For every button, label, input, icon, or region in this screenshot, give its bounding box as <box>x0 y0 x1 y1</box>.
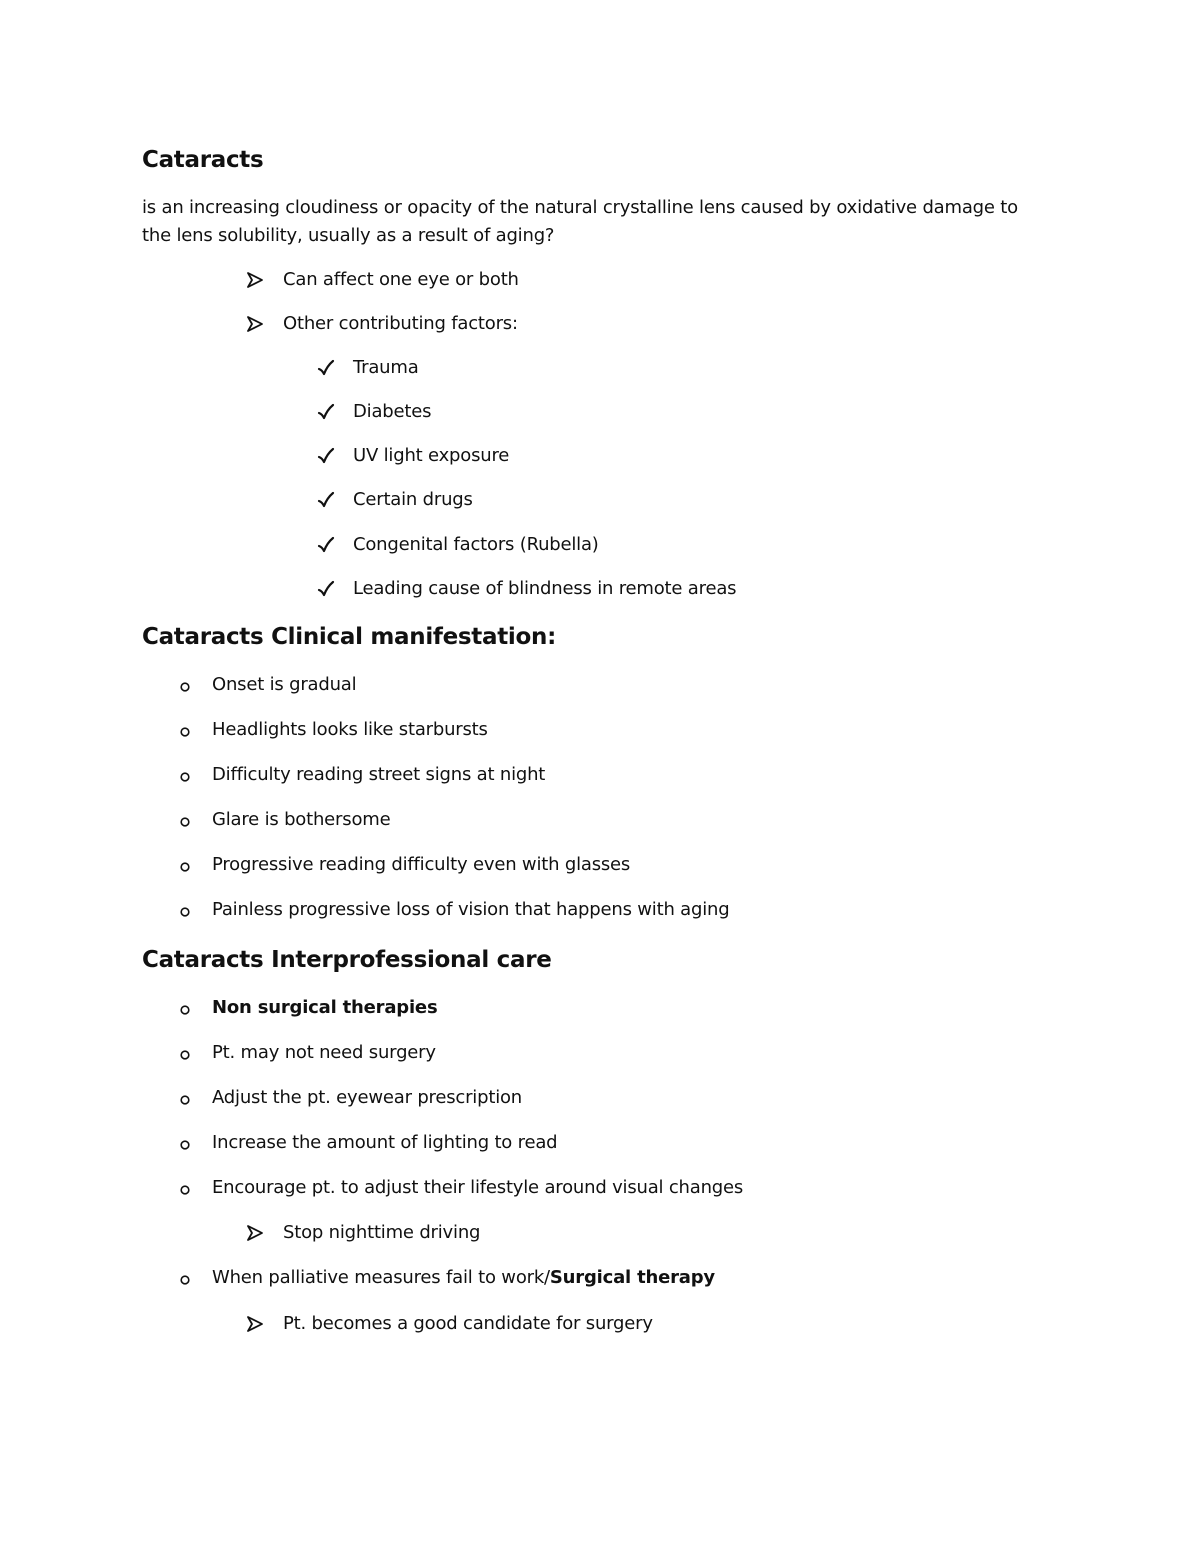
list-item-text: Increase the amount of lighting to read <box>212 1132 558 1153</box>
list-item-text: Congenital factors (Rubella) <box>353 534 599 555</box>
arrowhead-bullet-icon <box>246 315 264 333</box>
list-item <box>246 268 519 292</box>
checkmark-bullet-icon <box>317 447 335 465</box>
hollow-circle-bullet-icon <box>179 676 197 694</box>
list-item <box>179 673 356 697</box>
list-item-text: Headlights looks like starbursts <box>212 719 488 740</box>
list-item-text: Trauma <box>353 357 419 378</box>
list-item-text: Other contributing factors: <box>283 313 518 334</box>
checkmark-bullet-icon <box>317 491 335 509</box>
hollow-circle-bullet-icon <box>179 1179 197 1197</box>
list-item-text: Diabetes <box>353 401 432 422</box>
checkmark-bullet-icon <box>317 403 335 421</box>
list-item <box>317 577 736 601</box>
list-item-text: Can affect one eye or both <box>283 269 519 290</box>
list-item-text: Painless progressive loss of vision that happens with aging <box>212 899 730 920</box>
hollow-circle-bullet-icon <box>179 1044 197 1062</box>
arrowhead-bullet-icon <box>246 271 264 289</box>
list-item <box>246 312 518 336</box>
list-item <box>179 1131 557 1155</box>
list-item <box>179 1041 436 1065</box>
list-item <box>246 1312 653 1336</box>
list-item-text: Adjust the pt. eyewear prescription <box>212 1087 523 1108</box>
list-item <box>317 488 473 512</box>
hollow-circle-bullet-icon <box>179 999 197 1017</box>
list-item <box>179 996 437 1020</box>
list-item-text: Onset is gradual <box>212 674 357 695</box>
list-item-text: Non surgical therapies <box>212 997 438 1018</box>
list-item <box>179 763 545 787</box>
list-item <box>179 1086 522 1110</box>
list-item <box>317 444 509 468</box>
heading-clinical-manifestation: Cataracts Clinical manifestation: <box>142 624 556 650</box>
definition-paragraph: is an increasing cloudiness or opacity of the natural crystalline lens caused by oxidative damage to the lens solubility, usually as a result of aging? <box>142 197 1018 246</box>
list-item-text: Pt. becomes a good candidate for surgery <box>283 1313 653 1334</box>
hollow-circle-bullet-icon <box>179 766 197 784</box>
checkmark-bullet-icon <box>317 580 335 598</box>
list-item <box>179 853 630 877</box>
arrowhead-bullet-icon <box>246 1315 264 1333</box>
list-item-text: Stop nighttime driving <box>283 1222 481 1243</box>
hollow-circle-bullet-icon <box>179 901 197 919</box>
list-item <box>179 1266 715 1290</box>
list-item-text: Leading cause of blindness in remote areas <box>353 578 737 599</box>
heading-cataracts: Cataracts <box>142 147 264 173</box>
list-item-text: UV light exposure <box>353 445 510 466</box>
list-item-text: Difficulty reading street signs at night <box>212 764 546 785</box>
list-item <box>317 356 419 380</box>
list-item-bold-text: Surgical therapy <box>549 1267 715 1288</box>
list-item <box>179 898 729 922</box>
list-item <box>246 1221 480 1245</box>
checkmark-bullet-icon <box>317 536 335 554</box>
list-item <box>179 1176 743 1200</box>
hollow-circle-bullet-icon <box>179 1134 197 1152</box>
list-item <box>179 718 488 742</box>
list-item <box>179 808 390 832</box>
hollow-circle-bullet-icon <box>179 1089 197 1107</box>
list-item-text: Pt. may not need surgery <box>212 1042 436 1063</box>
list-item <box>317 533 599 557</box>
list-item-text: Progressive reading difficulty even with glasses <box>212 854 631 875</box>
list-item-text: Encourage pt. to adjust their lifestyle around visual changes <box>212 1177 744 1198</box>
arrowhead-bullet-icon <box>246 1224 264 1242</box>
hollow-circle-bullet-icon <box>179 721 197 739</box>
hollow-circle-bullet-icon <box>179 811 197 829</box>
list-item <box>317 400 431 424</box>
checkmark-bullet-icon <box>317 359 335 377</box>
hollow-circle-bullet-icon <box>179 856 197 874</box>
heading-interprofessional-care: Cataracts Interprofessional care <box>142 947 552 973</box>
list-item-text: When palliative measures fail to work/ <box>212 1267 550 1288</box>
list-item-text: Glare is bothersome <box>212 809 391 830</box>
list-item-text: Certain drugs <box>353 489 473 510</box>
hollow-circle-bullet-icon <box>179 1269 197 1287</box>
